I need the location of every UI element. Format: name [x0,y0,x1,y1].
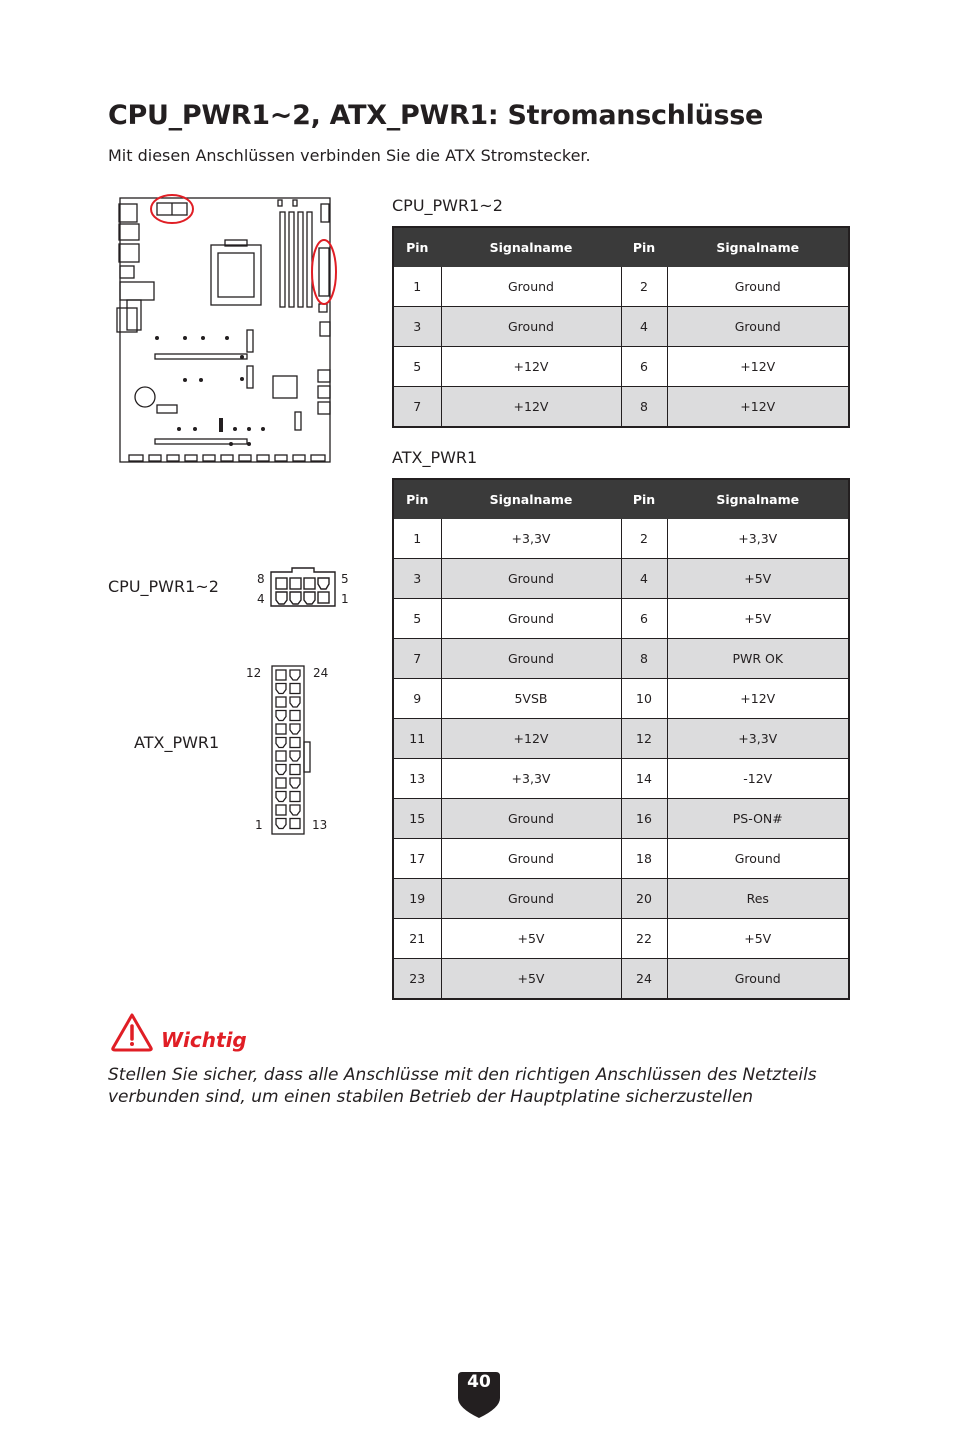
signal-cell: +12V [441,347,621,387]
atx-connector-label: ATX_PWR1 [134,733,220,752]
signal-cell: Ground [441,307,621,347]
table-row [393,879,849,919]
signal-cell: Ground [667,267,849,307]
pin-cell: 20 [621,879,667,919]
atx-pin-cell [276,765,286,775]
signal-cell: Res [667,879,849,919]
pin-cell: 6 [621,599,667,639]
cpu-pwr-table [392,226,850,428]
cpu-pin-label: 5 [341,572,349,586]
pin-cell: 24 [621,959,667,1000]
table-row [393,267,849,307]
header-signal: Signalname [667,479,849,519]
cpu-table-caption: CPU_PWR1~2 [392,196,503,215]
pin-cell: 7 [393,639,441,679]
atx-pin-cell [290,819,300,829]
signal-cell: Ground [667,307,849,347]
pin-cell: 18 [621,839,667,879]
signal-cell: +3,3V [667,519,849,559]
pin-cell: 17 [393,839,441,879]
signal-cell: Ground [441,639,621,679]
atx-pin-cell [290,792,300,802]
pin-cell: 11 [393,719,441,759]
signal-cell: Ground [667,959,849,1000]
atx-pin-cell [276,751,286,761]
cpu-connector-icon [268,566,338,608]
table-row [393,559,849,599]
atx-pin-cell [290,805,300,815]
signal-cell: +12V [441,719,621,759]
signal-cell: +5V [441,959,621,1000]
table-row [393,679,849,719]
atx-pin-cell [290,711,300,721]
table-header-row [393,227,849,267]
table-row [393,519,849,559]
signal-cell: Ground [441,599,621,639]
atx-pin-cell [276,819,286,829]
pin-cell: 1 [393,519,441,559]
atx-pin-cell [276,724,286,734]
atx-pin-cell [276,684,286,694]
atx-pin-cell [276,738,286,748]
signal-cell: Ground [441,559,621,599]
signal-cell: +12V [441,387,621,428]
atx-pin-cell [276,697,286,707]
table-row [393,719,849,759]
atx-connector-icon [270,664,316,836]
pin-cell: 23 [393,959,441,1000]
header-signal: Signalname [441,479,621,519]
signal-cell: +5V [667,599,849,639]
atx-pin-cell [276,805,286,815]
pin-cell: 21 [393,919,441,959]
pin-cell: 2 [621,519,667,559]
table-row [393,639,849,679]
table-row [393,839,849,879]
page-number: 40 [467,1372,491,1392]
atx-pin-cell [276,778,286,788]
signal-cell: Ground [441,799,621,839]
pin-cell: 19 [393,879,441,919]
warning-text: Stellen Sie sicher, dass alle Anschlüsse mit den richtigen Anschlüssen des Netzteils verbunden sind, um einen stabilen Betrieb der Hauptplatine sicherzustellen [108,1065,817,1107]
atx-pin-cell [290,724,300,734]
atx-pin-cell [276,792,286,802]
header-pin: Pin [393,227,441,267]
atx-pin-cell [290,684,300,694]
table-header-row [393,479,849,519]
table-row [393,919,849,959]
atx-pin-cell [290,670,300,680]
pin-cell: 12 [621,719,667,759]
pin-cell: 5 [393,347,441,387]
signal-cell: +5V [667,559,849,599]
atx-pin-label: 12 [246,666,262,680]
pin-cell: 4 [621,559,667,599]
atx-pin-cell [290,697,300,707]
header-pin: Pin [621,479,667,519]
signal-cell: +5V [667,919,849,959]
signal-cell: Ground [441,839,621,879]
pin-cell: 1 [393,267,441,307]
pin-cell: 3 [393,559,441,599]
signal-cell: Ground [441,267,621,307]
pin-cell: 8 [621,387,667,428]
pin-cell: 15 [393,799,441,839]
pin-cell: 9 [393,679,441,719]
pin-cell: 5 [393,599,441,639]
motherboard-diagram [115,190,340,465]
header-pin: Pin [393,479,441,519]
pin-cell: 22 [621,919,667,959]
cpu-pin-label: 8 [257,572,265,586]
signal-cell: Ground [667,839,849,879]
cpu-pin-label: 4 [257,592,265,606]
signal-cell: +3,3V [441,759,621,799]
pin-cell: 8 [621,639,667,679]
atx-pin-cell [290,738,300,748]
pin-cell: 3 [393,307,441,347]
pin-cell: 4 [621,307,667,347]
signal-cell: +12V [667,679,849,719]
signal-cell: +3,3V [441,519,621,559]
table-row [393,959,849,1000]
cpu-connector-label: CPU_PWR1~2 [108,577,219,596]
pin-cell: 10 [621,679,667,719]
atx-pin-cell [290,765,300,775]
signal-cell: -12V [667,759,849,799]
atx-pin-cell [276,670,286,680]
atx-pin-cell [290,778,300,788]
atx-pin-label: 13 [312,818,328,832]
signal-cell: 5VSB [441,679,621,719]
pin-cell: 13 [393,759,441,799]
signal-cell: PWR OK [667,639,849,679]
signal-cell: +3,3V [667,719,849,759]
pin-cell: 7 [393,387,441,428]
signal-cell: Ground [441,879,621,919]
header-signal: Signalname [441,227,621,267]
pin-cell: 2 [621,267,667,307]
atx-pin-label: 1 [255,818,263,832]
signal-cell: PS-ON# [667,799,849,839]
signal-cell: +12V [667,387,849,428]
table-row [393,347,849,387]
warning-icon [110,1012,154,1052]
header-pin: Pin [621,227,667,267]
atx-pwr-table [392,478,850,1000]
table-row [393,387,849,428]
intro-text: Mit diesen Anschlüssen verbinden Sie die ATX Stromstecker. [108,146,591,165]
table-row [393,759,849,799]
page-title: CPU_PWR1~2, ATX_PWR1: Stromanschlüsse [108,100,764,131]
pin-cell: 14 [621,759,667,799]
atx-pin-cell [290,751,300,761]
header-signal: Signalname [667,227,849,267]
signal-cell: +12V [667,347,849,387]
table-row [393,599,849,639]
cpu-pin-label: 1 [341,592,349,606]
atx-table-caption: ATX_PWR1 [392,448,478,467]
table-row [393,307,849,347]
atx-pin-cell [276,711,286,721]
atx-pin-label: 24 [313,666,329,680]
pin-cell: 16 [621,799,667,839]
warning-label: Wichtig [161,1028,247,1052]
table-row [393,799,849,839]
pin-cell: 6 [621,347,667,387]
signal-cell: +5V [441,919,621,959]
